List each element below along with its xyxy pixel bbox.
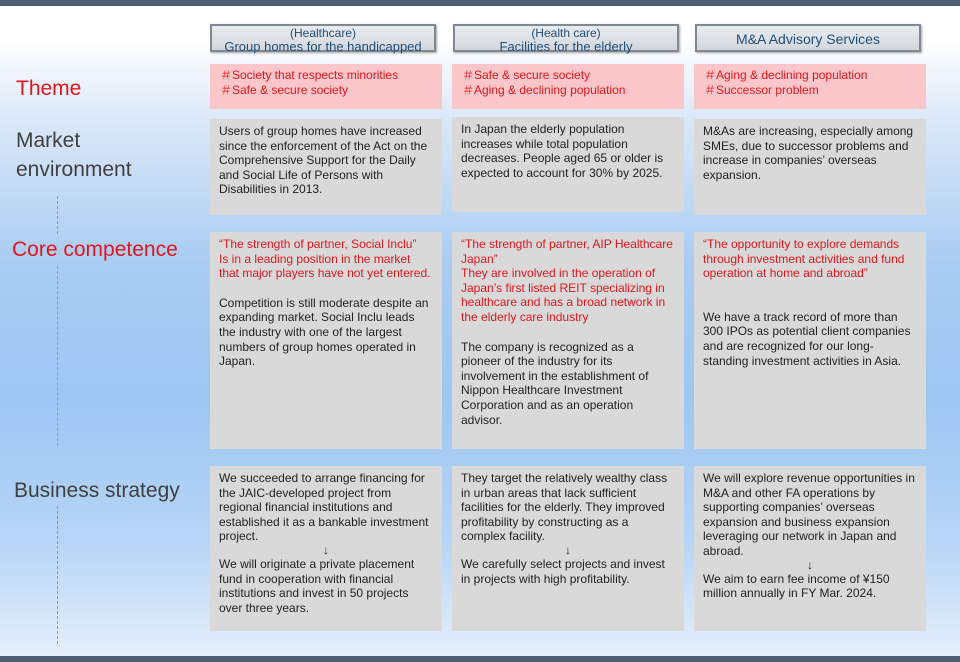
theme-tag: ＃Safe & secure society bbox=[462, 68, 591, 82]
row-label-market: Market environment bbox=[16, 129, 132, 181]
strategy-box-group-homes bbox=[210, 466, 442, 631]
down-arrow-icon: ↓ bbox=[807, 557, 813, 572]
theme-box-ma-advisory bbox=[694, 64, 926, 109]
row-label-strategy: Business strategy bbox=[14, 479, 180, 502]
theme-tag: ＃Aging & declining population bbox=[462, 83, 626, 97]
market-box-ma-advisory bbox=[694, 119, 926, 215]
core-highlight-text: “The strength of partner, AIP Healthcare Japan” They are involved in the operation of Japan’s first listed REIT specializing in healthcare and has a broad network in the elderly care industry bbox=[461, 237, 673, 324]
core-text: Competition is still moderate despite an expanding market. Social Inclu leads the industry with one of the largest numbers of group homes operated in Japan. bbox=[219, 295, 429, 369]
theme-tag: ＃Successor problem bbox=[704, 83, 819, 97]
connector-line-2 bbox=[57, 266, 58, 446]
market-text: M&As are increasing, especially among SMEs, due to successor problems and increase in companies’ overseas expansion. bbox=[703, 124, 914, 182]
market-text: Users of group homes have increased since the enforcement of the Act on the Comprehensive Support for the Daily and Social Life of Persons with Disabilities in 2013. bbox=[219, 124, 428, 197]
column-header-title: Facilities for the elderly bbox=[499, 39, 633, 54]
column-header-ma-advisory bbox=[695, 24, 921, 52]
core-box-ma-advisory bbox=[694, 232, 926, 449]
theme-tag: ＃Safe & secure society bbox=[220, 83, 349, 97]
connector-line-3 bbox=[57, 506, 58, 644]
column-header-title: Group homes for the handicapped bbox=[224, 39, 422, 54]
core-box-group-homes bbox=[210, 232, 442, 449]
core-highlight-text: “The opportunity to explore demands through investment activities and fund operation at home and abroad” bbox=[703, 237, 905, 281]
down-arrow-icon: ↓ bbox=[565, 542, 571, 557]
strategy-text-1: We will explore revenue opportunities in M&A and other FA operations by supporting companies’ overseas expansion and business expansion leveraging our network in Japan and abroad. bbox=[703, 471, 915, 558]
core-text: The company is recognized as a pioneer of the industry for its involvement in the establishment of Nippon Healthcare Investment Corporation and as an operation advisor. bbox=[461, 339, 649, 427]
bottom-bar bbox=[0, 656, 960, 662]
theme-tag: ＃Aging & declining population bbox=[704, 68, 868, 82]
theme-box-elderly-facilities bbox=[452, 64, 684, 109]
down-arrow-icon: ↓ bbox=[323, 542, 329, 557]
core-text: We have a track record of more than 300 IPOs as potential client companies and are recognized for our long-standing investment activities in Asia. bbox=[703, 309, 911, 368]
strategy-box-ma-advisory bbox=[694, 466, 926, 631]
column-header-title: M&A Advisory Services bbox=[736, 31, 880, 47]
market-text: In Japan the elderly population increases while total population decreases. People aged 65 or older is expected to account for 30% by 2025. bbox=[461, 122, 664, 180]
core-highlight-text: “The strength of partner, Social Inclu” Is in a leading position in the market that major players have not yet entered. bbox=[219, 237, 431, 281]
top-bar bbox=[0, 0, 960, 6]
theme-box-group-homes bbox=[210, 64, 442, 109]
strategy-text-1: We succeeded to arrange financing for the JAIC-developed project from regional financial institutions and established it as a bankable investment project. bbox=[219, 471, 429, 544]
strategy-text-2: We aim to earn fee income of ¥150 million annually in FY Mar. 2024. bbox=[703, 571, 890, 601]
connector-line-1 bbox=[57, 196, 58, 234]
column-header-group-homes bbox=[210, 24, 436, 52]
column-header-sub: (Healthcare) bbox=[289, 26, 357, 40]
market-box-elderly-facilities bbox=[452, 117, 684, 212]
core-box-elderly-facilities bbox=[452, 232, 684, 449]
strategy-text-2: We will originate a private placement fund in cooperation with financial institutions and invest in 50 projects over three years. bbox=[219, 556, 415, 615]
column-header-elderly-facilities bbox=[453, 24, 679, 52]
row-label-core: Core competence bbox=[12, 238, 178, 261]
strategy-text-2: We carefully select projects and invest in projects with high profitability. bbox=[461, 556, 665, 586]
market-box-group-homes bbox=[210, 119, 442, 215]
column-header-sub: (Health care) bbox=[531, 26, 601, 40]
row-label-theme: Theme bbox=[16, 77, 82, 100]
strategy-box-elderly-facilities bbox=[452, 466, 684, 631]
strategy-text-1: They target the relatively wealthy class in urban areas that lack sufficient facilities for the elderly. They improved profitability by constructing as a complex facility. bbox=[461, 471, 668, 544]
theme-tag: ＃Society that respects minorities bbox=[220, 68, 399, 82]
